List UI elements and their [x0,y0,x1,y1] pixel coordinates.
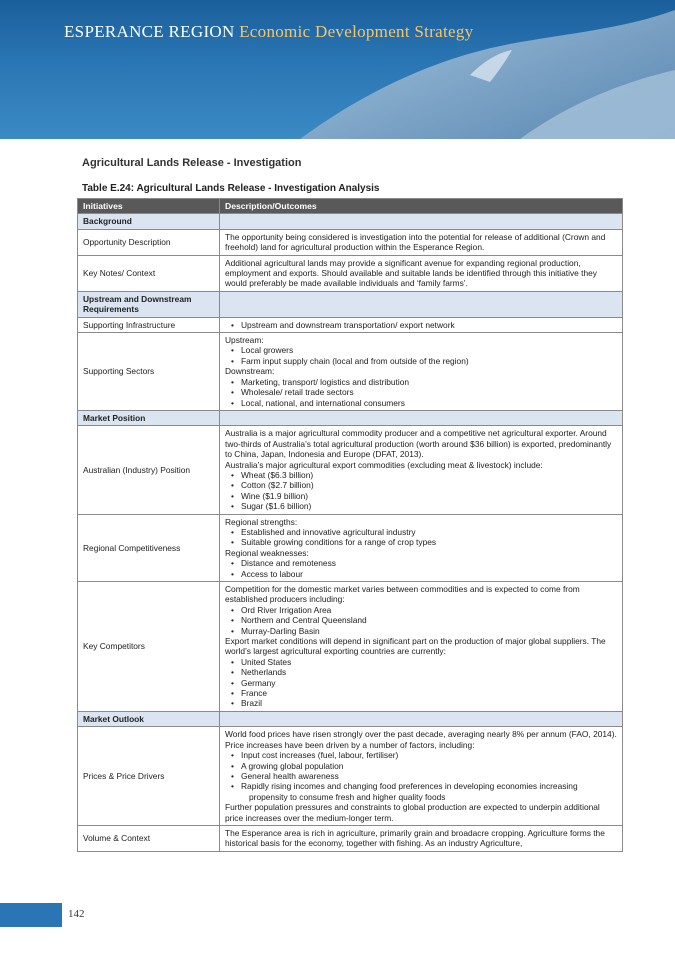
row-text: Australia is a major agricultural commodity producer and a competitive net agricultural exporter. Around two-thirds of Australia’s total agricultural production (worth around $36 billion) is exported, predominantly to China, Japan, Indonesia and Europe (DFAT, 2013). [225,428,612,460]
banner-title [64,22,473,42]
banner-title-main: ESPERANCE REGION [64,22,235,41]
list-item: • Suitable growing conditions for a range of crop types [235,537,617,547]
row-text: World food prices have risen strongly over the past decade, averaging nearly 8% per annum (FAO, 2014). Price increases have been driven by a number of factors, including: [225,729,617,750]
column-header-initiatives: Initiatives [78,199,220,214]
row-text: Downstream: [225,366,275,377]
section-row-market-outlook [78,711,623,726]
dolphin-illustration [0,0,675,139]
list-item: • Wholesale/ retail trade sectors [235,387,617,397]
section-label: Upstream and Downstream Requirements [78,291,220,317]
list-item-continuation: propensity to consume fresh and higher quality foods [249,791,446,802]
table-row [78,255,623,291]
list-item: • Wheat ($6.3 billion) [235,470,617,480]
row-text: Further population pressures and constraints to global production are expected to underpin additional price increases over the medium-longer term. [225,802,600,823]
row-label: Volume & Context [78,825,220,851]
list-item: • A growing global population [235,761,617,771]
list-item: • France [235,688,617,698]
list-item: • United States [235,657,617,667]
row-label: Regional Competitiveness [78,514,220,581]
list-item: • Access to labour [235,569,617,579]
banner-title-sub: Economic Development Strategy [239,22,474,41]
list-item: • Wine ($1.9 billion) [235,491,617,501]
list-item: • Germany [235,678,617,688]
row-text: Australia’s major agricultural export commodities (excluding meat & livestock) include: [225,459,543,470]
column-header-description: Description/Outcomes [220,199,623,214]
row-label: Supporting Infrastructure [78,317,220,332]
row-text: Regional strengths: [225,516,298,527]
section-row-upstream [78,291,623,317]
list-item: • Established and innovative agricultural industry [235,527,617,537]
row-text: The opportunity being considered is investigation into the potential for release of additional (Crown and freehold) land for agricultural production within the Esperance Region. [220,229,623,255]
row-text: The Esperance area is rich in agriculture, primarily grain and broadacre cropping. Agriculture forms the historical basis for the economy, together with fishing. As an industry Agriculture, [220,825,623,851]
row-label: Prices & Price Drivers [78,727,220,826]
list-item: • Brazil [235,698,617,708]
table-row [78,582,623,712]
table-row [78,825,623,851]
row-label: Key Notes/ Context [78,255,220,291]
page-number: 142 [68,908,85,920]
row-label: Key Competitors [78,582,220,712]
list-item: • Northern and Central Queensland [235,615,617,625]
row-label: Opportunity Description [78,229,220,255]
row-text: Additional agricultural lands may provide a significant avenue for expanding regional production, employment and exports. Should available and suitable lands be identified through this initiative they would preferably be made available individuals and ‘family farms’. [220,255,623,291]
table-row [78,514,623,581]
row-text: Regional weaknesses: [225,547,309,558]
table-row [78,229,623,255]
row-label: Supporting Sectors [78,333,220,411]
list-item: • Sugar ($1.6 billion) [235,501,617,511]
list-item: • Netherlands [235,667,617,677]
section-row-market-position [78,410,623,425]
section-label: Market Outlook [78,711,220,726]
list-item: • General health awareness [235,771,617,781]
section-heading: Agricultural Lands Release - Investigation [82,157,302,169]
list-item: • Murray-Darling Basin [235,626,617,636]
table-row [78,317,623,332]
analysis-table [77,198,623,852]
row-text: Competition for the domestic market varies between commodities and is expected to come from established producers including: [225,584,580,605]
row-text: Upstream: [225,335,264,346]
list-item: • Marketing, transport/ logistics and distribution [235,377,617,387]
table-header-row [78,199,623,214]
list-item: • Upstream and downstream transportation/ export network [235,320,617,330]
list-item: • Ord River Irrigation Area [235,605,617,615]
list-item: • Rapidly rising incomes and changing food preferences in developing economies increasing [235,781,617,791]
list-item: • Local, national, and international consumers [235,398,617,408]
list-item: • Distance and remoteness [235,558,617,568]
footer-bar [0,903,62,927]
section-label: Market Position [78,410,220,425]
list-item: • Farm input supply chain (local and from outside of the region) [235,356,617,366]
table-row [78,426,623,514]
section-label: Background [78,214,220,229]
table-row [78,333,623,411]
row-label: Australian (Industry) Position [78,426,220,514]
section-row-background [78,214,623,229]
table-caption: Table E.24: Agricultural Lands Release - Investigation Analysis [82,183,380,194]
row-text: Export market conditions will depend in significant part on the production of major global suppliers. The world’s largest agricultural exporting countries are currently: [225,636,606,657]
list-item: • Cotton ($2.7 billion) [235,480,617,490]
header-banner [0,0,675,139]
list-item: • Local growers [235,345,617,355]
table-row [78,727,623,826]
list-item: • Input cost increases (fuel, labour, fertiliser) [235,750,617,760]
